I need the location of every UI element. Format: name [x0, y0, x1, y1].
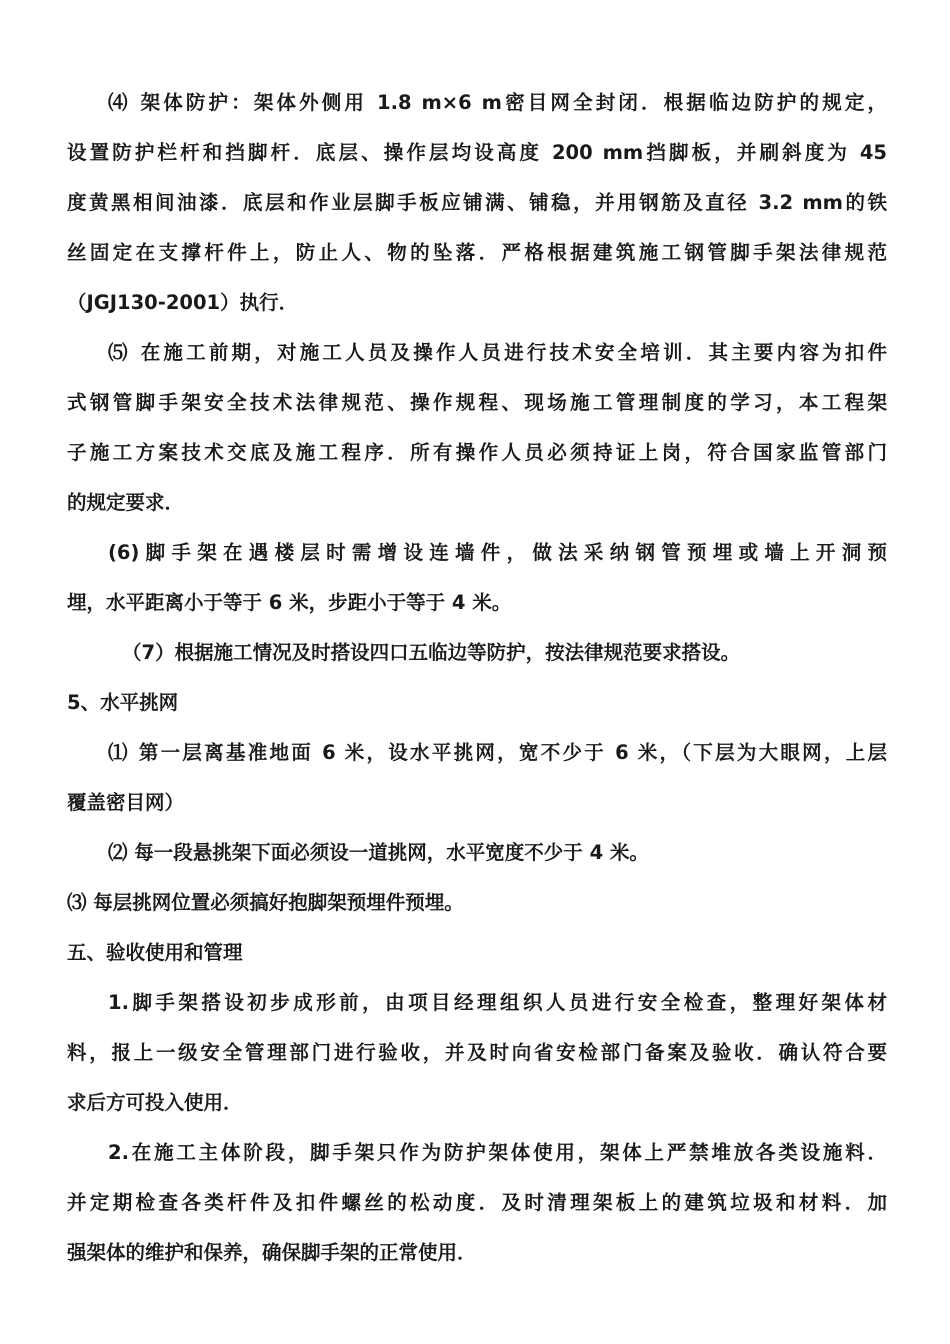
text-line: 强架体的维护和保养，确保脚手架的正常使用．	[67, 1241, 477, 1264]
text-line: 求后方可投入使用．	[67, 1091, 243, 1114]
text-line: （JGJ130-2001）执行．	[67, 291, 299, 314]
section-heading: 五、验收使用和管理	[67, 941, 243, 964]
text-line: ⑶ 每层挑网位置必须搞好抱脚架预埋件预埋。	[67, 891, 464, 914]
text-line: 1.脚手架搭设初步成形前，由项目经理组织人员进行安全检查，整理好架体材	[108, 991, 887, 1014]
text-line: （7）根据施工情况及时搭设四口五临边等防护，按法律规范要求搭设。	[122, 641, 741, 664]
text-line: 子施工方案技术交底及施工程序．所有操作人员必须持证上岗，符合国家监管部门	[67, 441, 887, 464]
text-line: ⑸ 在施工前期，对施工人员及操作人员进行技术安全培训．其主要内容为扣件	[108, 341, 887, 364]
text-line: ⑷ 架体防护：架体外侧用 1.8 m×6 m密目网全封闭．根据临边防护的规定，	[108, 91, 887, 114]
document-body	[67, 78, 887, 1278]
text-line: 埋，水平距离小于等于 6 米，步距小于等于 4 米。	[67, 591, 512, 614]
section-heading: 5、水平挑网	[67, 691, 179, 714]
text-line: 料，报上一级安全管理部门进行验收，并及时向省安检部门备案及验收．确认符合要	[67, 1041, 887, 1064]
text-line: 2.在施工主体阶段，脚手架只作为防护架体使用，架体上严禁堆放各类设施料．	[108, 1141, 887, 1164]
text-line: 丝固定在支撑杆件上，防止人、物的坠落．严格根据建筑施工钢管脚手架法律规范	[67, 241, 887, 264]
text-line: 度黄黑相间油漆．底层和作业层脚手板应铺满、铺稳，并用钢筋及直径 3.2 mm的铁	[67, 191, 887, 214]
text-line: (6)脚手架在遇楼层时需增设连墙件，做法采纳钢管预埋或墙上开洞预	[108, 541, 887, 564]
text-line: ⑵ 每一段悬挑架下面必须设一道挑网，水平宽度不少于 4 米。	[108, 841, 649, 864]
text-line: 式钢管脚手架安全技术法律规范、操作规程、现场施工管理制度的学习，本工程架	[67, 391, 887, 414]
text-line: 并定期检查各类杆件及扣件螺丝的松动度．及时清理架板上的建筑垃圾和材料．加	[67, 1191, 887, 1214]
text-line: 设置防护栏杆和挡脚杆．底层、操作层均设高度 200 mm挡脚板，并刷斜度为 45	[67, 141, 887, 164]
text-line: 的规定要求．	[67, 491, 185, 514]
text-line: 覆盖密目网）	[67, 791, 185, 814]
text-line: ⑴ 第一层离基准地面 6 米，设水平挑网，宽不少于 6 米，（下层为大眼网，上层	[108, 741, 887, 764]
